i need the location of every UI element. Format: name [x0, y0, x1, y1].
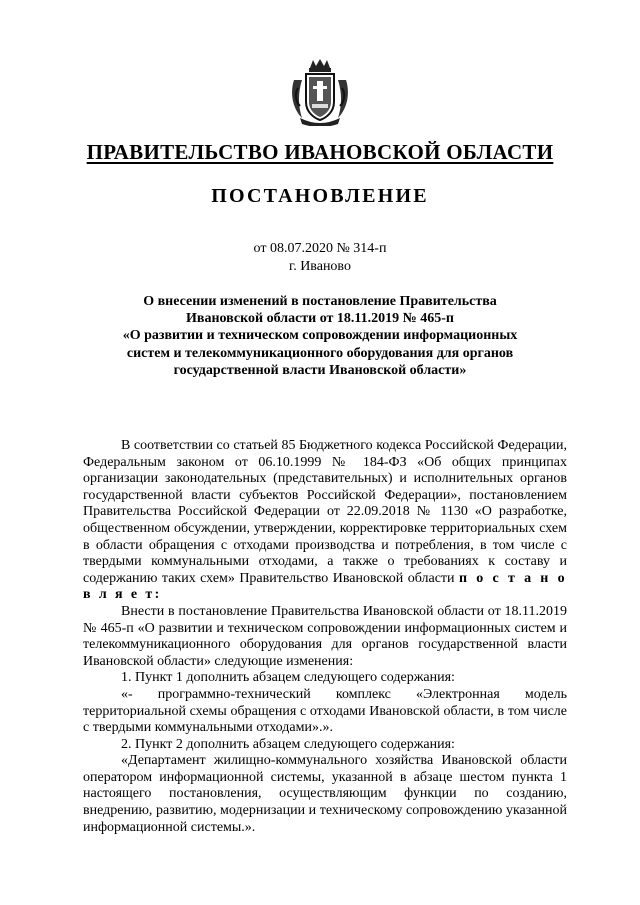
subject-line: О внесении изменений в постановление Правительства	[143, 294, 497, 309]
decree-word: п о с т а н о в л я е т:	[83, 570, 568, 603]
document-body	[83, 438, 567, 836]
item-2-text: «Департамент жилищно-коммунального хозяйства Ивановской области оператором информационной системы, указанной в абзаце шестом пункта 1 настоящего постановления, осуществляющим функции по созданию, внедрению, развитию, модернизации и техническому сопровождению указанной информационной системы.».	[83, 753, 567, 835]
item-1-text: «- программно-технический комплекс «Электронная модель территориальной схемы обращения с отходами Ивановской области, в том числе с твердыми коммунальными отходами».».	[83, 686, 567, 736]
subject-line: «О развитии и техническом сопровождении информационных	[122, 328, 518, 344]
intro-paragraph: Внести в постановление Правительства Ивановской области от 18.11.2019 № 465-п «О развитии и техническом сопровождении информационных систем и телекоммуникационного оборудования для органов государственной власти Ивановской области» следующие изменения:	[83, 603, 567, 669]
document-city: г. Иваново	[289, 259, 351, 274]
document-type: ПОСТАНОВЛЕНИЕ	[211, 185, 429, 207]
item-1-heading: 1. Пункт 1 дополнить абзацем следующего содержания:	[121, 670, 455, 686]
ivanovo-coat-of-arms-icon	[288, 58, 352, 126]
subject-line: государственной власти Ивановской области»	[173, 362, 467, 378]
government-title: ПРАВИТЕЛЬСТВО ИВАНОВСКОЙ ОБЛАСТИ	[86, 140, 554, 164]
document-subject	[80, 293, 560, 379]
preamble-paragraph	[83, 438, 567, 604]
document-date-number: от 08.07.2020 № 314-п	[253, 241, 387, 256]
item-2-heading: 2. Пункт 2 дополнить абзацем следующего содержания:	[121, 736, 455, 752]
subject-line: Ивановской области от 18.11.2019 № 465-п	[186, 311, 454, 327]
preamble-text: В соответствии со статьей 85 Бюджетного кодекса Российской Федерации, Федеральным законом от 06.10.1999 № 184-ФЗ «Об общих принципах организации законодательных (представительных) и исполнительных органов государственной власти субъектов Российской Федерации», постановлением Правительства Российской Федерации от 22.09.2018 № 1130 «О разработке, общественном обсуждении, утверждении, корректировке территориальных схем в области обращения с отходами производства и потребления, в том числе с твердыми коммунальными отходами, а также о требованиях к составу и содержанию таких схем» Правительство Ивановской области	[83, 438, 567, 586]
subject-line: систем и телекоммуникационного оборудования для органов	[126, 345, 514, 361]
